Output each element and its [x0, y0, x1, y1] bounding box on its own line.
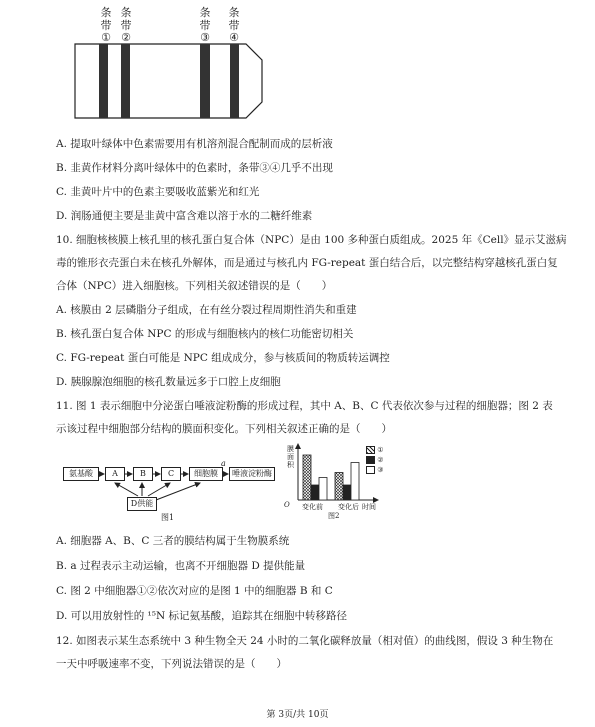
- band-1: [99, 44, 108, 118]
- q10-option-a: A. 核膜由 2 层磷脂分子组成，在有丝分裂过程周期性消失和重建: [56, 304, 357, 316]
- q10-stem-2: 毒的锥形衣壳蛋白未在核孔外解体，而是通过与核孔内 FG-repeat 蛋白结合后，以完整结构穿越核孔蛋白复: [56, 257, 558, 269]
- band-num-4: ④: [229, 31, 239, 44]
- q9-option-c: C. 韭黄叶片中的色素主要吸收蓝紫光和红光: [56, 186, 260, 198]
- fig2-legend: [366, 445, 384, 475]
- q9-option-d: D. 润肠通便主要是韭黄中富含难以溶于水的二糖纤维素: [56, 210, 313, 222]
- figure-1-caption: 图1: [161, 513, 175, 522]
- fig2-after-label: 变化后: [338, 503, 359, 511]
- fig2-origin: O: [284, 501, 290, 509]
- box-organelle-a: A: [105, 467, 125, 481]
- band-num-1: ①: [101, 31, 111, 44]
- chromatography-strip: [70, 40, 270, 122]
- fig2-before-label: 变化前: [302, 503, 323, 511]
- box-amino-acid: 氨基酸: [63, 467, 99, 481]
- box-d-energy: D供能: [127, 497, 157, 511]
- band-3: [200, 44, 210, 118]
- q10-option-c: C. FG-repeat 蛋白可能是 NPC 组成成分，参与核质间的物质转运调控: [56, 352, 390, 364]
- band-label-2: 条带 ②: [120, 6, 132, 44]
- q11-stem-1: 11. 图 1 表示细胞中分泌蛋白唾液淀粉酶的形成过程，其中 A、B、C 代表依次参与过程的细胞器；图 2 表: [56, 400, 553, 412]
- legend-item-3: ③: [366, 465, 384, 475]
- legend-item-1: ①: [366, 445, 384, 455]
- band-label-4: 条带 ④: [228, 6, 240, 44]
- q11-option-c: C. 图 2 中细胞器①②依次对应的是图 1 中的细胞器 B 和 C: [56, 585, 333, 597]
- q10-stem-1: 10. 细胞核核膜上核孔里的核孔蛋白复合体（NPC）是由 100 多种蛋白质组成。2025 年《Cell》显示艾滋病: [56, 234, 567, 246]
- band-num-3: ③: [200, 31, 210, 44]
- box-organelle-c: C: [161, 467, 181, 481]
- band-2: [121, 44, 130, 118]
- fig2-bar-before-2: [311, 485, 319, 500]
- q10-stem-3: 合体（NPC）进入细胞核。下列相关叙述错误的是（ ）: [56, 280, 333, 292]
- box-cell-membrane: 细胞膜: [189, 467, 223, 481]
- q12-stem-1: 12. 如图表示某生态系统中 3 种生物全天 24 小时的二氧化碳释放量（相对值）的曲线图，假设 3 种生物在: [56, 635, 554, 647]
- band-label-3: 条带 ③: [199, 6, 211, 44]
- page-footer: 第 3页/共 10页: [266, 710, 329, 720]
- figure-2-caption: 图2: [328, 512, 340, 520]
- fig2-bar-after-1: [335, 473, 343, 501]
- fig2-bar-after-3: [351, 463, 359, 501]
- q11-stem-2: 示该过程中细胞部分结构的膜面积变化。下列相关叙述正确的是（ ）: [56, 423, 392, 435]
- fig2-bar-after-2: [343, 485, 351, 500]
- q11-option-d: D. 可以用放射性的 ¹⁵N 标记氨基酸，追踪其在细胞中转移路径: [56, 610, 347, 622]
- fig2-bar-before-1: [303, 455, 311, 500]
- band-num-2: ②: [121, 31, 131, 44]
- q11-option-a: A. 细胞器 A、B、C 三者的膜结构属于生物膜系统: [56, 535, 290, 547]
- fig2-xlabel: 时间: [362, 503, 376, 511]
- q9-option-a: A. 提取叶绿体中色素需要用有机溶剂混合配制而成的层析液: [56, 138, 333, 150]
- q9-option-b: B. 韭黄作材料分离叶绿体中的色素时，条带③④几乎不出现: [56, 162, 333, 174]
- box-organelle-b: B: [133, 467, 153, 481]
- box-salivary-amylase: 唾液淀粉酶: [229, 467, 275, 481]
- q12-stem-2: 一天中呼吸速率不变，下列说法错误的是（ ）: [56, 658, 287, 670]
- path-label-a: a: [221, 459, 226, 468]
- fig2-ylabel: 膜面积: [287, 445, 294, 469]
- band-label-1: 条带 ①: [100, 6, 112, 44]
- q11-option-b: B. a 过程表示主动运输，也离不开细胞器 D 提供能量: [56, 560, 306, 572]
- band-4: [230, 44, 239, 118]
- q10-option-b: B. 核孔蛋白复合体 NPC 的形成与细胞核内的核仁功能密切相关: [56, 328, 354, 340]
- fig2-bar-before-3: [319, 478, 327, 501]
- q10-option-d: D. 胰腺腺泡细胞的核孔数量远多于口腔上皮细胞: [56, 376, 281, 388]
- legend-item-2: ②: [366, 455, 384, 465]
